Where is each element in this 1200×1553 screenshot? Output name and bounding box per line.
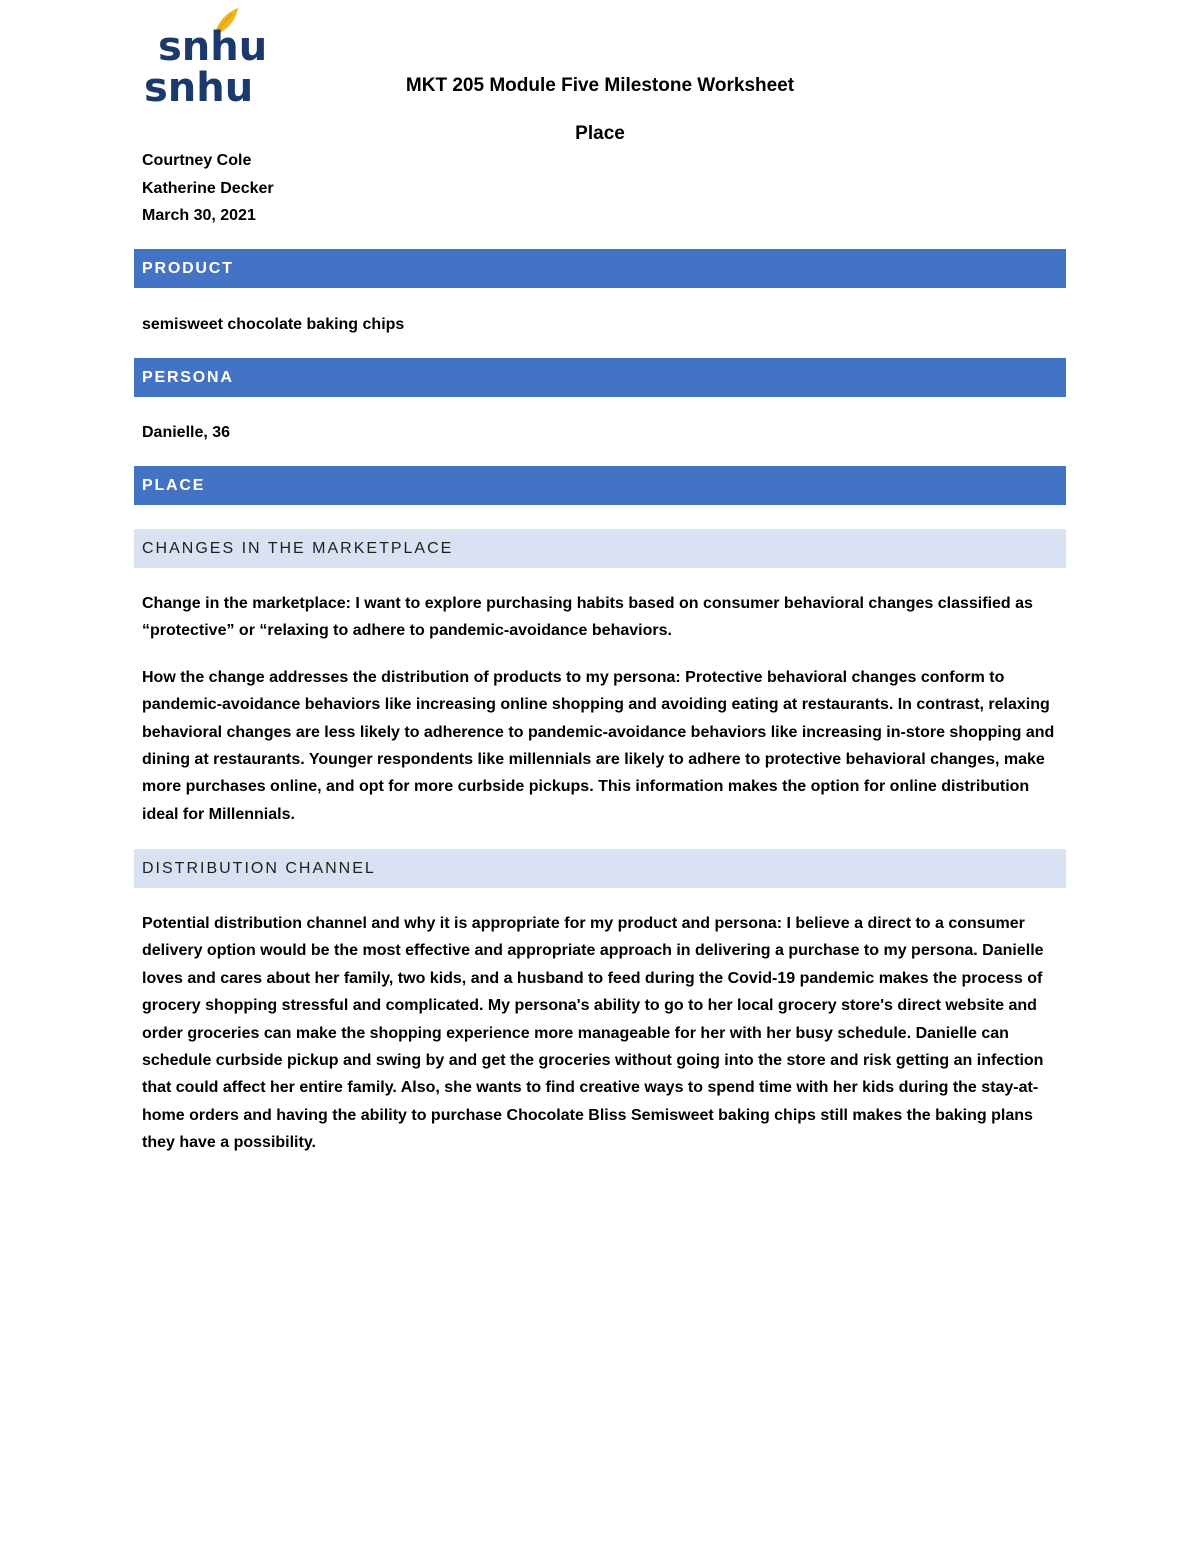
distribution-heading: DISTRIBUTION CHANNEL (142, 859, 376, 877)
document-subtitle: Place (575, 123, 625, 144)
marketplace-paragraph-2: How the change addresses the distribution of products to my persona: Protective behavioral changes conform to pandemic-avoidance behaviors like increasing online shopping and avoiding eating at restaurants. In contrast, relaxing behavioral changes are less likely to adherence to pandemic-avoidance behaviors like increasing in-store shopping and dining at restaurants. Younger respondents like millennials are likely to adhere to protective behavioral changes, make more purchases online, and opt for more curbside pickups. This information makes the option for online distribution ideal for Millennials. (142, 668, 1055, 823)
product-heading-bar (134, 249, 1066, 288)
distribution-section (142, 910, 1058, 1176)
document-title: MKT 205 Module Five Milestone Worksheet (405, 75, 795, 96)
persona-section (142, 419, 1058, 465)
persona-heading-bar (134, 358, 1066, 397)
marketplace-paragraph-1: Change in the marketplace: I want to explore purchasing habits based on consumer behavioral changes classified as “protective” or “relaxing to adhere to pandemic-avoidance behaviors. (142, 595, 1033, 640)
product-section (142, 311, 1058, 357)
student-name: Courtney Cole (142, 152, 252, 169)
instructor-name: Katherine Decker (142, 179, 274, 197)
marketplace-section (142, 590, 1058, 847)
place-heading-bar (134, 466, 1066, 505)
marketplace-heading-bar (134, 529, 1066, 568)
distribution-heading-bar (134, 849, 1066, 888)
distribution-paragraph-1: Potential distribution channel and why it is appropriate for my product and persona: I believe a direct to a consumer delivery option would be the most effective and appropriate approach in delivering a purchase to my persona. Danielle loves and cares about her family, two kids, and a husband to feed during the Covid-19 pandemic makes the process of grocery shopping stressful and complicated. My persona's ability to go to her local grocery store's direct website and order groceries can make the shopping experience more manageable for her with her busy schedule. Danielle can schedule curbside pickup and swing by and get the groceries without going into the store and risk getting an infection that could affect her entire family. Also, she wants to find creative ways to spend time with her kids during the stay-at-home orders and having the ability to purchase Chocolate Bliss Semisweet baking chips still makes the baking plans they have a possibility. (142, 915, 1044, 1152)
product-text: semisweet chocolate baking chips (142, 316, 405, 333)
author-info (142, 147, 274, 230)
product-heading: PRODUCT (142, 259, 234, 277)
persona-text: Danielle, 36 (142, 424, 231, 441)
logo-text-top: snhu (158, 24, 268, 70)
persona-heading: PERSONA (142, 368, 234, 386)
document-date: March 30, 2021 (142, 207, 256, 224)
marketplace-heading: CHANGES IN THE MARKETPLACE (142, 539, 454, 557)
logo-text-bottom: snhu (144, 65, 254, 111)
place-heading: PLACE (142, 476, 206, 494)
